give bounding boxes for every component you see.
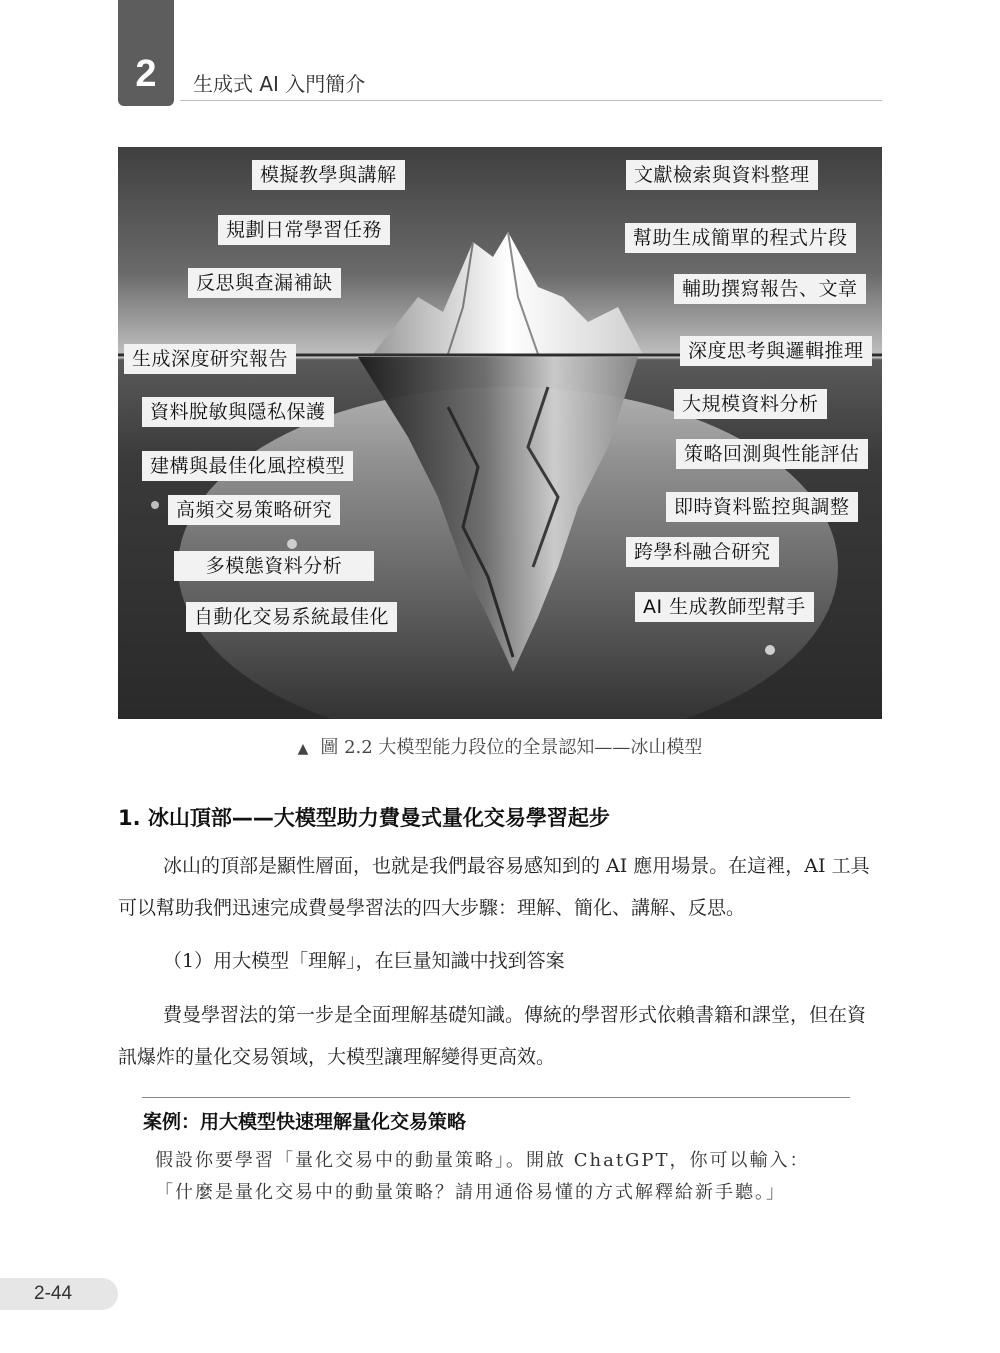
iceberg-label: AI 生成教師型幫手	[635, 592, 814, 622]
iceberg-label: 策略回測與性能評估	[676, 439, 868, 469]
iceberg-label: 高頻交易策略研究	[168, 495, 340, 525]
case-divider	[142, 1097, 850, 1098]
sub-heading-text: （1）用大模型「理解」，在巨量知識中找到答案	[163, 950, 565, 972]
iceberg-label: 即時資料監控與調整	[666, 492, 858, 522]
case-body	[155, 1145, 860, 1209]
iceberg-label: 輔助撰寫報告、文章	[674, 274, 866, 304]
iceberg-label: 規劃日常學習任務	[218, 215, 390, 245]
chapter-title: 生成式 AI 入門簡介	[193, 72, 366, 96]
chapter-number: 2	[135, 53, 157, 95]
header-divider	[180, 100, 882, 101]
iceberg-label: 大規模資料分析	[674, 389, 827, 419]
body-paragraph	[118, 994, 884, 1078]
case-line: 「什麼是量化交易中的動量策略？請用通俗易懂的方式解釋給新手聽。」	[155, 1182, 786, 1203]
iceberg-label: 資料脫敏與隱私保護	[142, 397, 334, 427]
iceberg-label: 深度思考與邏輯推理	[680, 336, 872, 366]
paragraph-text: 冰山的頂部是顯性層面，也就是我們最容易感知到的 AI 應用場景。在這裡，AI 工具可以幫助我們迅速完成費曼學習法的四大步驟：理解、簡化、講解、反思。	[118, 855, 870, 919]
caption-text: 圖 2.2 大模型能力段位的全景認知——冰山模型	[320, 737, 703, 758]
iceberg-label: 模擬教學與講解	[252, 160, 405, 190]
body-paragraph	[118, 845, 884, 929]
iceberg-label: 跨學科融合研究	[626, 537, 779, 567]
chapter-tab	[118, 0, 174, 106]
iceberg-label: 生成深度研究報告	[124, 344, 296, 374]
iceberg-label: 幫助生成簡單的程式片段	[625, 223, 856, 253]
iceberg-figure	[118, 147, 882, 719]
figure-caption	[0, 733, 1000, 759]
case-title: 案例：用大模型快速理解量化交易策略	[143, 1111, 467, 1133]
iceberg-label: 文獻檢索與資料整理	[626, 160, 818, 190]
triangle-icon: ▲	[297, 741, 309, 757]
sub-heading	[118, 940, 884, 982]
iceberg-label: 反思與查漏補缺	[188, 268, 341, 298]
paragraph-text: 費曼學習法的第一步是全面理解基礎知識。傳統的學習形式依賴書籍和課堂，但在資訊爆炸的量化交易領域，大模型讓理解變得更高效。	[118, 1004, 867, 1068]
section-heading: 1. 冰山頂部——大模型助力費曼式量化交易學習起步	[118, 806, 610, 830]
page-number: 2-44	[34, 1283, 73, 1304]
case-line: 假設你要學習「量化交易中的動量策略」。開啟 ChatGPT，你可以輸入：	[155, 1150, 810, 1171]
iceberg-label: 自動化交易系統最佳化	[186, 602, 397, 632]
iceberg-label: 建構與最佳化風控模型	[142, 451, 353, 481]
iceberg-label: 多模態資料分析	[174, 551, 374, 581]
